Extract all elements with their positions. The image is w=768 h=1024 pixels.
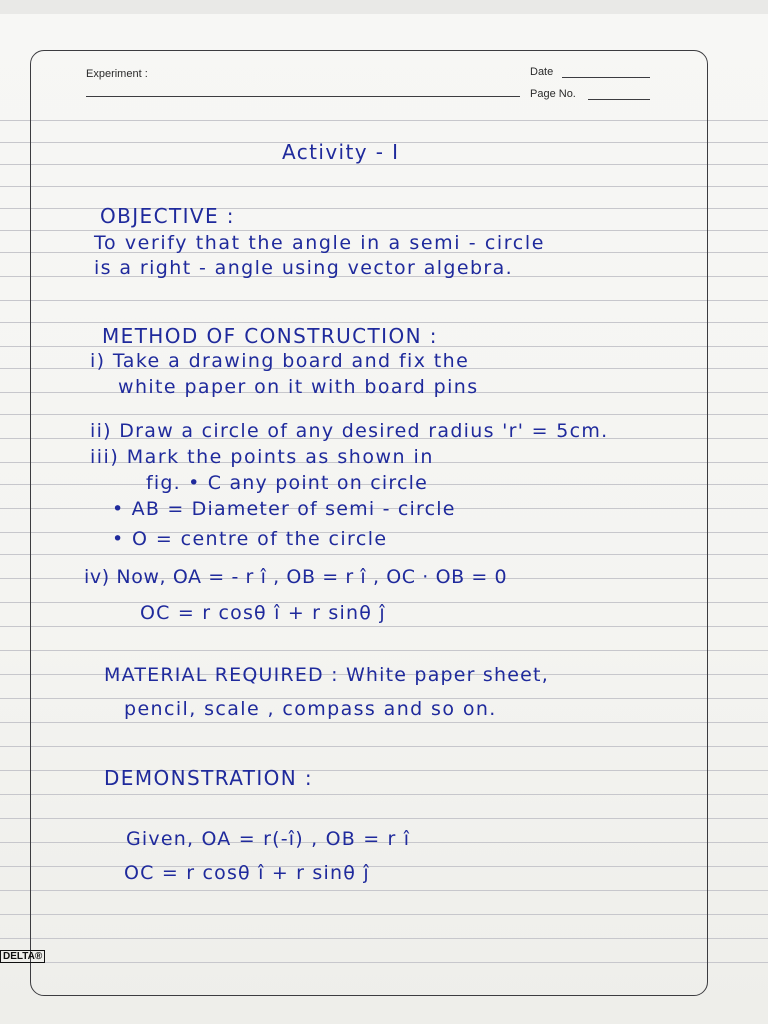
objective-line: is a right - angle using vector algebra. bbox=[94, 257, 514, 279]
demonstration-line: Given, OA = r(-î) , OB = r î bbox=[126, 828, 411, 850]
method-heading: METHOD OF CONSTRUCTION : bbox=[102, 324, 438, 348]
method-line: OC = r cosθ î + r sinθ ĵ bbox=[140, 602, 386, 624]
method-line: iv) Now, OA = - r î , OB = r î , OC · OB = 0 bbox=[84, 566, 508, 588]
demonstration-heading: DEMONSTRATION : bbox=[104, 766, 314, 790]
page-no-line bbox=[588, 99, 650, 100]
objective-heading: OBJECTIVE : bbox=[100, 204, 235, 228]
experiment-label: Experiment : bbox=[86, 68, 148, 80]
material-line: MATERIAL REQUIRED : White paper sheet, bbox=[104, 664, 549, 686]
method-line: white paper on it with board pins bbox=[118, 376, 479, 398]
activity-title: Activity - I bbox=[282, 140, 400, 164]
material-line: pencil, scale , compass and so on. bbox=[124, 698, 497, 720]
date-label: Date bbox=[530, 66, 554, 78]
method-line: fig. • C any point on circle bbox=[146, 472, 428, 494]
method-line: iii) Mark the points as shown in bbox=[90, 446, 434, 468]
page-border bbox=[30, 50, 708, 996]
method-line: • O = centre of the circle bbox=[112, 528, 388, 550]
demonstration-line: OC = r cosθ î + r sinθ ĵ bbox=[124, 862, 370, 884]
method-line: ii) Draw a circle of any desired radius 'r' = 5cm. bbox=[90, 420, 609, 442]
page-no-label: Page No. bbox=[530, 88, 576, 100]
brand-logo: DELTA® bbox=[0, 950, 45, 963]
experiment-line bbox=[86, 96, 520, 97]
date-line bbox=[562, 77, 650, 78]
method-line: • AB = Diameter of semi - circle bbox=[112, 498, 456, 520]
method-line: i) Take a drawing board and fix the bbox=[90, 350, 470, 372]
notebook-page bbox=[0, 14, 768, 1024]
objective-line: To verify that the angle in a semi - circle bbox=[94, 232, 545, 254]
